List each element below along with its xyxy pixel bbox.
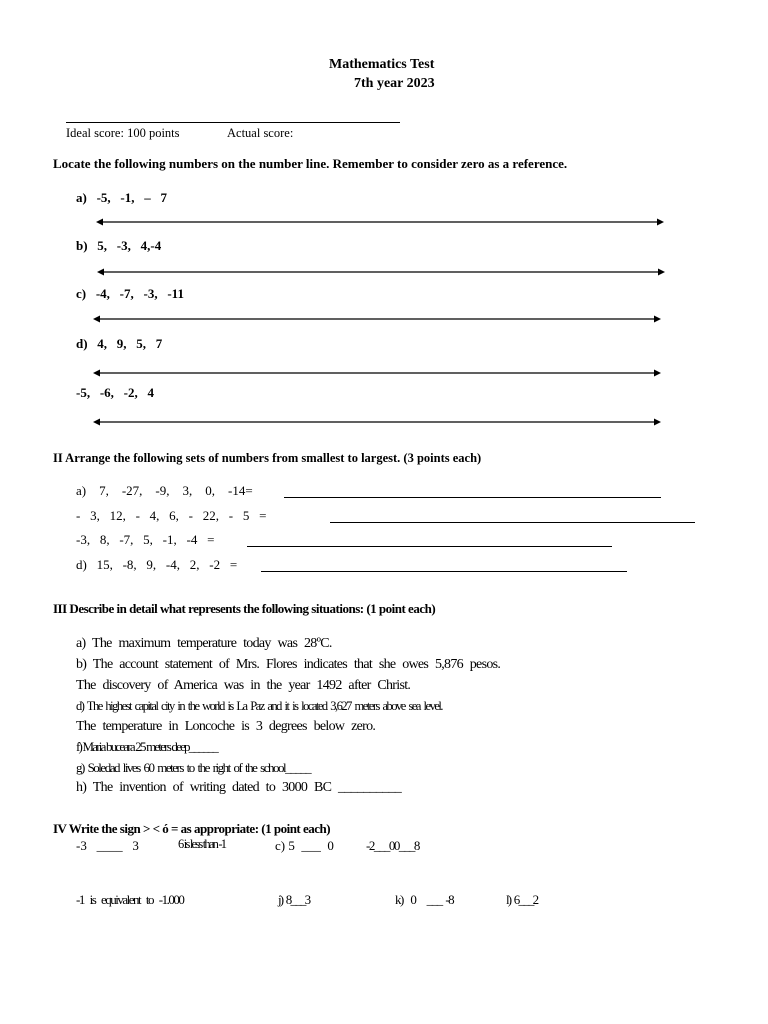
order-answer-line-d[interactable] xyxy=(261,571,627,572)
compare-item-l: l) 6___2 xyxy=(506,892,538,907)
number-line-b xyxy=(97,267,665,277)
situation-g: g) Soledad lives 60 meters to the right of the school_____ xyxy=(76,760,311,775)
compare-item-b: 6 is less than -1 xyxy=(178,837,226,851)
number-line-item-d: d) 4, 9, 5, 7 xyxy=(76,336,163,351)
number-line-item-c: c) -4, -7, -3, -11 xyxy=(76,286,184,301)
order-item-b: - 3, 12, - 4, 6, - 22, - 5 = xyxy=(76,508,267,523)
situation-b: b) The account statement of Mrs. Flores indicates that she owes 5,876 pesos. xyxy=(76,657,501,672)
number-line-item-a: a) -5, -1, – 7 xyxy=(76,190,167,205)
number-line-d xyxy=(93,368,661,378)
situation-f: f) Maria buceara 25 meters deep______ xyxy=(76,739,217,754)
order-item-a: a) 7, -27, -9, 3, 0, -14= xyxy=(76,483,253,498)
situation-c: The discovery of America was in the year 1492 after Christ. xyxy=(76,678,411,693)
number-line-e xyxy=(93,417,661,427)
compare-item-j: j) 8___3 xyxy=(278,892,310,907)
situation-e: The temperature in Loncoche is 3 degrees below zero. xyxy=(76,719,376,734)
test-subtitle: 7th year 2023 xyxy=(354,76,435,91)
situation-d: d) The highest capital city in the world is La Paz and it is located 3,627 meters above sea level. xyxy=(76,699,442,713)
section4-heading: IV Write the sign > < ó = as appropriate: (1 point each) xyxy=(53,821,331,836)
compare-item-d: -2___00___8 xyxy=(366,838,419,853)
number-line-a xyxy=(96,217,664,227)
order-item-d: d) 15, -8, 9, -4, 2, -2 = xyxy=(76,557,238,572)
order-answer-line-a[interactable] xyxy=(284,497,661,498)
number-line-item-e: -5, -6, -2, 4 xyxy=(76,385,154,400)
section3-heading: III Describe in detail what represents the following situations: (1 point each) xyxy=(53,601,436,616)
name-line xyxy=(66,122,400,123)
order-answer-line-c[interactable] xyxy=(247,546,612,547)
section1-instruction: Locate the following numbers on the number line. Remember to consider zero as a reference. xyxy=(53,156,568,171)
order-item-c: -3, 8, -7, 5, -1, -4 = xyxy=(76,532,215,547)
actual-score-label: Actual score: xyxy=(227,126,294,140)
test-title: Mathematics Test xyxy=(329,57,435,72)
situation-h: h) The invention of writing dated to 3000 BC __________ xyxy=(76,780,402,795)
ideal-score-label: Ideal score: 100 points xyxy=(66,126,180,140)
number-line-c xyxy=(93,314,661,324)
situation-a: a) The maximum temperature today was 28ºC. xyxy=(76,636,332,651)
compare-item-k: k) 0 ___ -8 xyxy=(395,892,454,907)
order-answer-line-b[interactable] xyxy=(330,522,695,523)
number-line-item-b: b) 5, -3, 4,-4 xyxy=(76,238,162,253)
section2-heading: II Arrange the following sets of numbers from smallest to largest. (3 points each) xyxy=(53,451,482,465)
compare-item-c: c) 5 ___ 0 xyxy=(275,838,334,853)
compare-item-a: -3 ____ 3 xyxy=(76,838,139,853)
compare-item-i: -1 is equivalent to -1.000 xyxy=(76,892,184,907)
